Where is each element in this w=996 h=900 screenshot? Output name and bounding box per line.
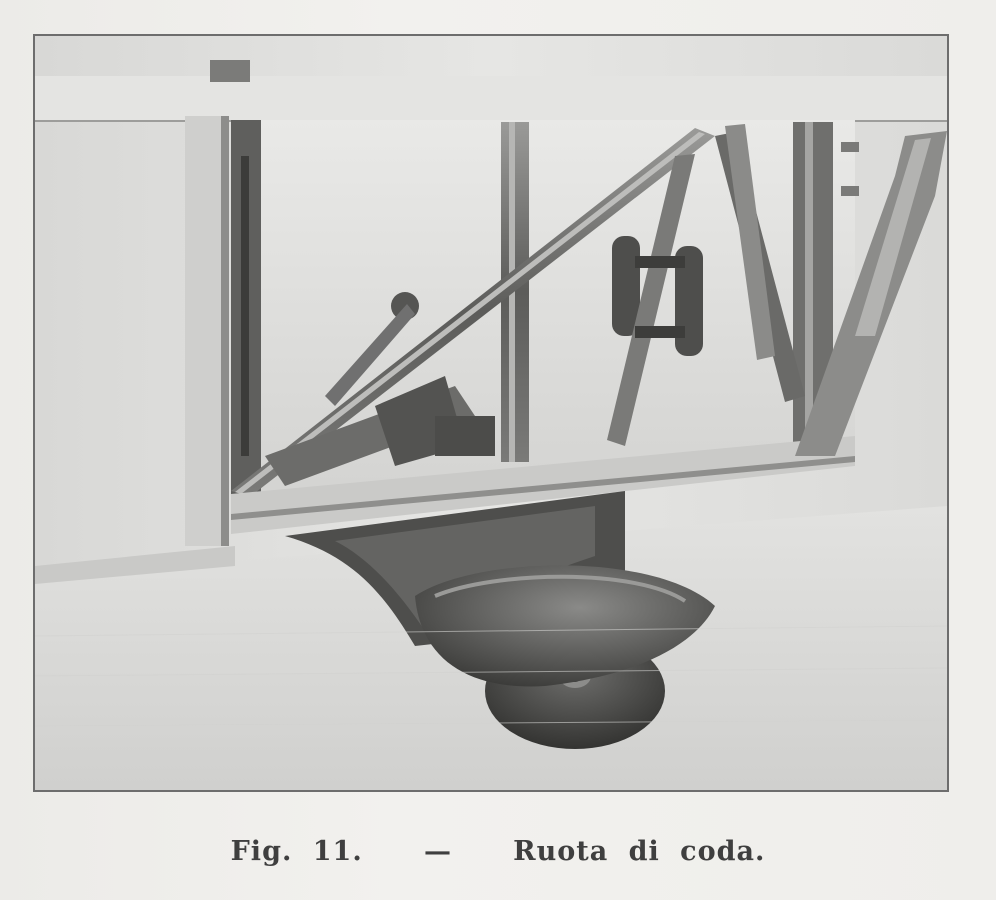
tail-wheel-photograph bbox=[33, 34, 949, 792]
figure-title: Ruota di coda. bbox=[513, 836, 766, 867]
figure-number: Fig. 11. bbox=[230, 836, 363, 867]
figure-caption bbox=[0, 836, 996, 867]
caption-dash: — bbox=[423, 836, 452, 867]
tail-wheel-illustration bbox=[35, 36, 947, 790]
